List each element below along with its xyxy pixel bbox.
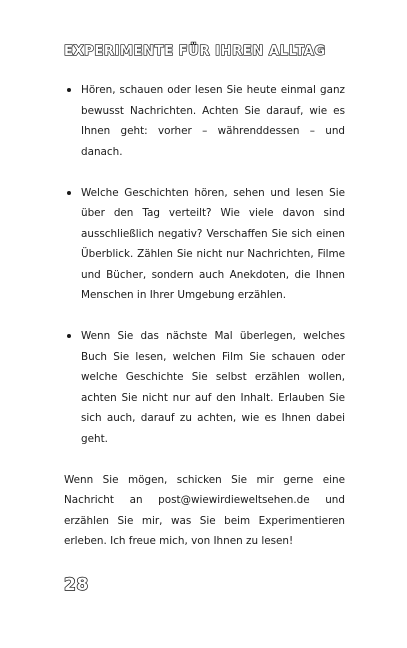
list-item [64, 80, 345, 162]
list-item-text: Welche Geschichten hören, sehen und lesen Sie über den Tag verteilt? Wie viele davon sind ausschließlich negativ? Verschaffen Sie sich einen Überblick. Zählen Sie nicht nur Nachrichten, Filme und Bücher, sondern auch Anekdoten, die Ihnen Menschen in Ihrer Umgebung erzählen. [81, 186, 345, 301]
closing-paragraph: Wenn Sie mögen, schicken Sie mir gerne eine Nachricht an post@wiewirdieweltsehen.de und erzählen Sie mir, was Sie beim Experimentieren erleben. Ich freue mich, von Ihnen zu lesen! [64, 473, 345, 547]
list-item [64, 326, 345, 449]
list-item-text: Hören, schauen oder lesen Sie heute einmal ganz bewusst Nachrichten. Achten Sie darauf, wie es Ihnen geht: vorher – währenddessen – und danach. [81, 84, 345, 158]
section-heading: EXPERIMENTE FÜR IHREN ALLTAG [64, 44, 326, 59]
page-content [64, 80, 345, 552]
bullet-dot-icon [67, 334, 71, 338]
bullet-dot-icon [67, 88, 71, 92]
list-item-text: Wenn Sie das nächste Mal überlegen, welches Buch Sie lesen, welchen Film Sie schauen oder welche Geschichte Sie selbst erzählen wollen, achten Sie nicht nur auf den Inhalt. Erlauben Sie sich auch, darauf zu achten, wie es Ihnen dabei geht. [81, 330, 345, 445]
bullet-dot-icon [67, 191, 71, 195]
page-number: 28 [64, 575, 89, 595]
experiment-list [64, 80, 345, 449]
list-item [64, 183, 345, 306]
